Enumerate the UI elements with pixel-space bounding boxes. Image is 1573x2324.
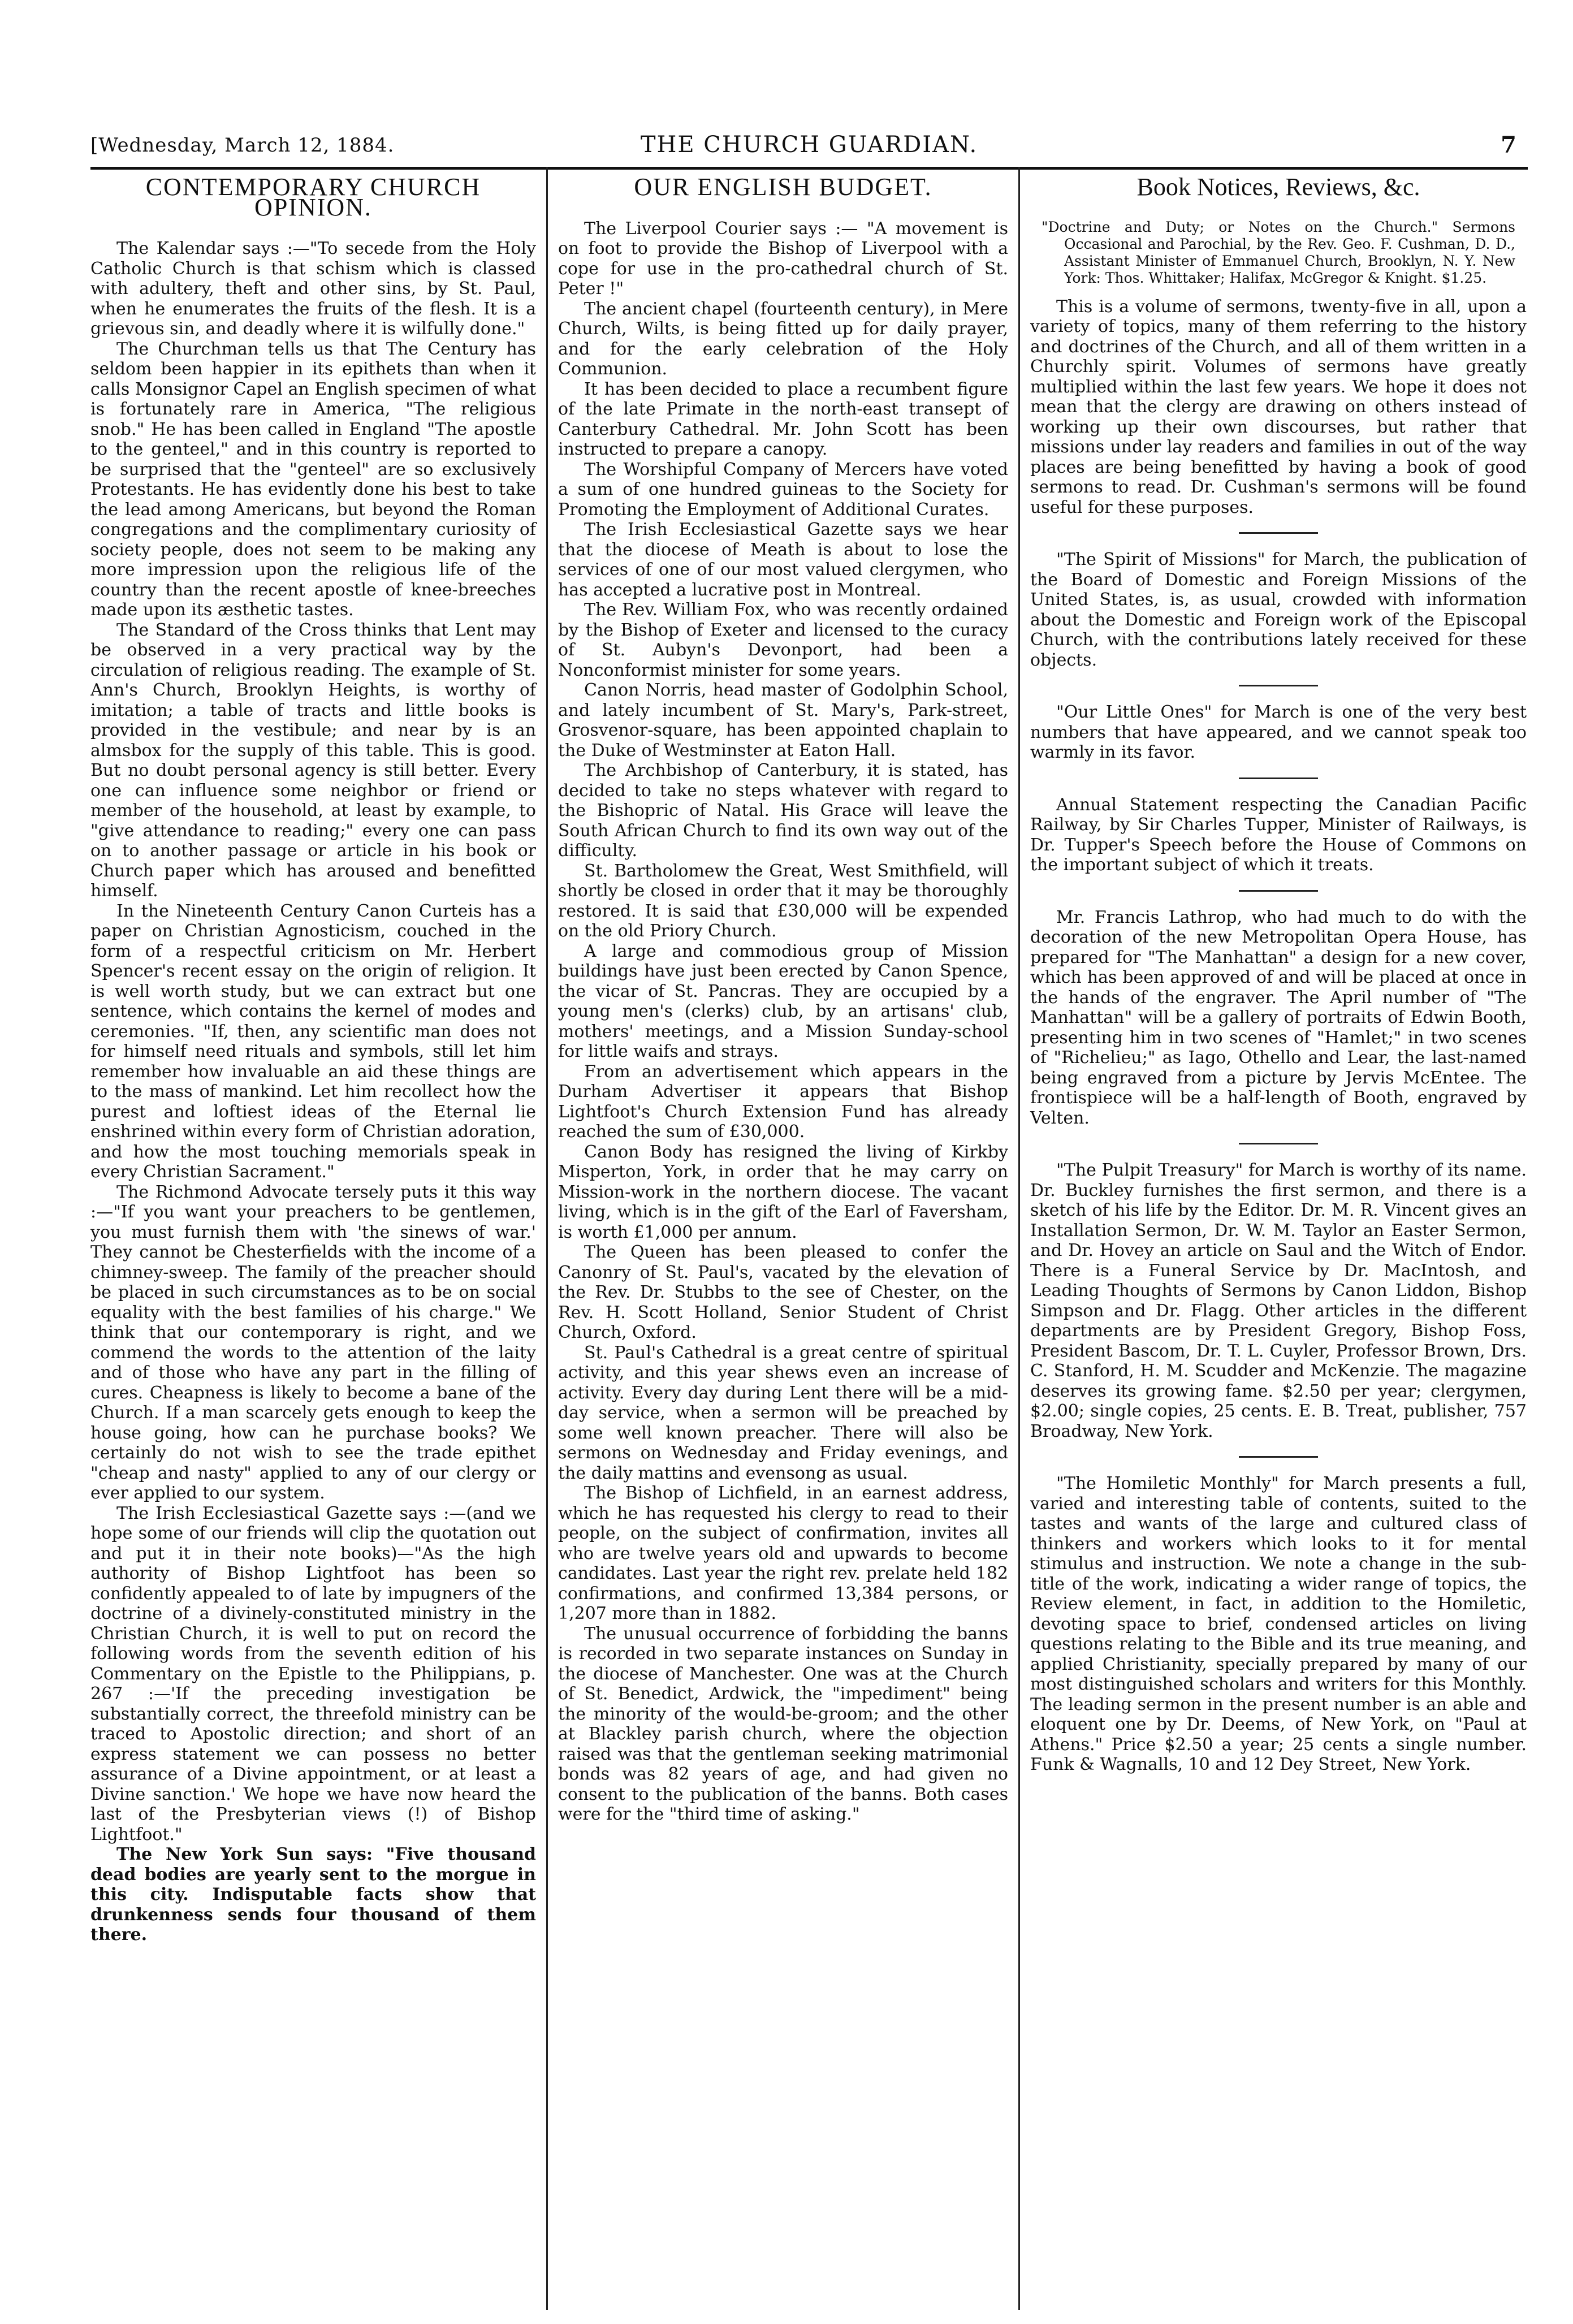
article-paragraph: The New York Sun says: "Five thousand dead bodies are yearly sent to the morgue in this city. Indisputable facts show that drunkenness sends four thousand of them there. [90,1844,536,1945]
article-paragraph: The Irish Ecclesiastical Gazette says :—(and we hope some of our friends will clip the quotation out and put it in their note books)—"As the high authority of Bishop Lightfoot has been so confidently appealed to of late by impugners of the doctrine of a divinely-constituted ministry in the Christian Church, it is well to put on record the following words from the seventh edition of his Commentary on the Epistle to the Philippians, p. 267 :—'If the preceding investigation be substantially correct, the threefold ministry can be traced to Apostolic direction; and short of an express statement we can possess no better assurance of a Divine appointment, or at least a Divine sanction.' We hope we have now heard the last of the Presbyterian views (!) of Bishop Lightfoot." [90,1503,536,1844]
news-item: It has been decided to place a recumbent figure of the late Primate in the north-east transept of Canterbury Cathedral. Mr. John Scott has been instructed to prepare a canopy. [558,379,1008,459]
book-citation: "Doctrine and Duty; or Notes on the Church." Sermons Occasional and Parochial, by the Rev. Geo. F. Cushman, D. D., Assistant Minister of Emmanuel Church, Brooklyn, N. Y. New York: Thos. Whittaker; Halifax, McGregor & Knight. $1.25. [1042,218,1515,286]
news-item: The Worshipful Company of Mercers have voted a sum of one hundred guineas to the Society for Promoting the Employment of Additional Curates. [558,459,1008,520]
news-item: A large and commodious group of Mission buildings have just been erected by Canon Spence, the vicar of St. Pancras. They are occupied by a young men's (clerks) club, by an artisans' club, mothers' meetings, and a Mission Sunday-school for little waifs and strays. [558,941,1008,1061]
article-paragraph: The Richmond Advocate tersely puts it this way :—"If you want your preachers to be gentlemen, you must furnish them with 'the sinews of war.' They cannot be Chesterfields with the income of a chimney-sweep. The family of the preacher should be placed in such circumstances as to be on social equality with the best families of his charge." We think that our contemporary is right, and we commend the words to the attention of the laity and of those who have any part in the filling of cures. Cheapness is likely to become a bane of the Church. If a man scarcely gets enough to keep the house going, how can he purchase books? We certainly do not wish to see the trade epithet "cheap and nasty" applied to any of our clergy or ever applied to our system. [90,1182,536,1503]
news-item: The Liverpool Courier says :— "A movement is on foot to provide the Bishop of Liverpool with a cope for use in the pro-cathedral church of St. Peter !" [558,218,1008,299]
review-paragraph: "Our Little Ones" for March is one of the very best numbers that have appeared, and we cannot speak too warmly in its favor. [1030,702,1527,762]
news-item: Canon Norris, head master of Godolphin School, and lately incumbent of St. Mary's, Park-street, Grosvenor-square, has been appointed chaplain to the Duke of Westminster at Eaton Hall. [558,680,1008,761]
section-separator [1239,1143,1318,1144]
section-separator [1239,890,1318,892]
review-paragraph: Mr. Francis Lathrop, who had much to do with the decoration of the new Metropolitan Opera House, has prepared for "The Manhattan" a design for a new cover, which has been approved of and will be placed at once in the hands of the engraver. The April number of "The Manhattan" will be a gallery of portraits of Edwin Booth, presenting him in two scenes of "Hamlet;" in two scenes of "Richelieu;" as Iago, Othello and Lear, the last-named being engraved from a picture by Jervis McEntee. The frontispiece will be a half-length of Booth, engraved by Velten. [1030,907,1527,1128]
news-item: The unusual occurrence of forbidding the banns is recorded in two separate instances on Sunday in the diocese of Manchester. One was at the Church of St. Benedict, Ardwick, the "impediment" being the minority of the would-be-groom; and the other at Blackley parish church, where the objection raised was that the gentleman seeking matrimonial bonds was 82 years of age, and had given no consent to the publication of the banns. Both cases were for the "third time of asking." [558,1623,1008,1824]
column-our-english-budget [551,172,1015,2316]
review-paragraph: Annual Statement respecting the Canadian Pacific Railway, by Sir Charles Tupper, Minister of Railways, is Dr. Tupper's Speech before the House of Commons on the important subject of which it treats. [1030,794,1527,875]
section-heading: Book Notices, Reviews, &c. [1136,173,1420,201]
column-divider [546,167,548,2310]
news-item: The ancient chapel (fourteenth century), in Mere Church, Wilts, is being fitted up for daily prayer, and for the early celebration of the Holy Communion. [558,299,1008,379]
page-number: 7 [1501,132,1516,158]
article-paragraph: The Churchman tells us that The Century has seldom been happier in its epithets than when it calls Monsignor Capel an English specimen of what is fortunately rare in America, "The religious snob." He has been called in England "The apostle to the genteel," and in this country is reported to be surprised that the "genteel" are so exclusively Protestants. He has evidently done his best to take the lead among Americans, but beyond the Roman congregations and the complimentary curiosity of society people, does not seem to be making any more impression upon the religious life of the country than the recent apostle of knee-breeches made upon its æsthetic tastes. [90,339,536,620]
news-item: The Rev. William Fox, who was recently ordained by the Bishop of Exeter and licensed to the curacy of St. Aubyn's Devonport, had been a Nonconformist minister for some years. [558,600,1008,680]
section-separator [1239,777,1318,779]
news-item: From an advertisement which appears in the Durham Advertiser it appears that Bishop Lightfoot's Church Extension Fund has already reached the sum of £30,000. [558,1061,1008,1142]
section-heading: CONTEMPORARY CHURCH OPINION. [145,173,481,221]
masthead-title: THE CHURCH GUARDIAN. [640,132,978,158]
section-heading: OUR ENGLISH BUDGET. [634,173,932,201]
article-paragraph: The Kalendar says :—"To secede from the Holy Catholic Church is that schism which is classed with adultery, theft and other sins, by St. Paul, when he enumerates the fruits of the flesh. It is a grievous sin, and deadly where it is wilfully done." [90,239,536,339]
column-book-notices [1023,172,1527,2316]
news-item: Canon Body has resigned the living of Kirkby Misperton, York, in order that he may carry on Mission-work in the northern diocese. The vacant living, which is in the gift of the Earl of Faversham, is worth £1,000 per annum. [558,1142,1008,1242]
review-paragraph: "The Spirit of Missions" for March, the publication of the Board of Domestic and Foreign Missions of the United States, is, as usual, crowded with information about the Domestic and Foreign work of the Episcopal Church, with the contributions lately received for these objects. [1030,550,1527,670]
issue-date: [Wednesday, March 12, 1884. [90,134,395,157]
article-paragraph: In the Nineteenth Century Canon Curteis has a paper on Christian Agnosticism, couched in the form of a respectful criticism on Mr. Herbert Spencer's recent essay on the origin of religion. It is well worth study, but we can extract but one sentence, which contains the kernel of modes and ceremonies. "If, then, any scientific man does not for himself need rituals and symbols, still let him remember how invaluable an aid these things are to the mass of mankind. Let him recollect how the purest and loftiest ideas of the Eternal lie enshrined within every form of Christian adoration, and how the most touching memorials speak in every Christian Sacrament." [90,901,536,1182]
news-item: St. Paul's Cathedral is a great centre of spiritual activity, and this year shews even an increase of activity. Every day during Lent there will be a mid-day service, when a sermon will be preached by some well known preacher. There will also be sermons on Wednesday and Friday evenings, and the daily mattins and evensong as usual. [558,1342,1008,1483]
section-separator [1239,685,1318,686]
review-paragraph: "The Homiletic Monthly" for March presents a full, varied and interesting table of contents, suited to the tastes and wants of the large and cultured class of thinkers and workers which looks to it for mental stimulus and instruction. We note a change in the sub-title of the work, indicating a wider range of topics, the Review element, in fact, in addition to the Homiletic, devoting space to brief, condensed articles on living questions relating to the Bible and its true meaning, and applied Christianity, specially prepared by many of our most distinguished scholars and writers for this Monthly. The leading sermon in the present number is an able and eloquent one by Dr. Deems, of New York, on "Paul at Athens." Price $2.50 a year; 25 cents a single number. Funk & Wagnalls, 10 and 12 Dey Street, New York. [1030,1474,1527,1774]
page-header [90,127,1528,170]
section-separator [1239,532,1318,534]
news-item: St. Bartholomew the Great, West Smithfield, will shortly be closed in order that it may be thoroughly restored. It is said that £30,000 will be expended on the old Priory Church. [558,861,1008,941]
review-paragraph: "The Pulpit Treasury" for March is worthy of its name. Dr. Buckley furnishes the first sermon, and there is a sketch of his life by the Editor. Dr. M. R. Vincent gives an Installation Sermon, Dr. W. M. Taylor an Easter Sermon, and Dr. Hovey an article on Saul and the Witch of Endor. There is a Funeral Service by Dr. MacIntosh, and Leading Thoughts of Sermons by Canon Liddon, Bishop Simpson and Dr. Flagg. Other articles in the different departments are by President Gregory, Bishop Foss, President Bascom, Dr. T. L. Cuyler, Professor Brown, Drs. C. Stanford, H. M. Scudder and McKenzie. The magazine deserves its growing fame. $2.50 per year; clergymen, $2.00; single copies, 25 cents. E. B. Treat, publisher, 757 Broadway, New York. [1030,1160,1527,1441]
news-item: The Irish Ecclesiastical Gazette says we hear that the diocese of Meath is about to lose the services of one of our most valued clergymen, who has accepted a lucrative post in Montreal. [558,520,1008,600]
article-paragraph: The Standard of the Cross thinks that Lent may be observed in a very practical way by the circulation of religious reading. The example of St. Ann's Church, Brooklyn Heights, is worthy of imitation; a table of tracts and little books is provided in the vestibule; and near by is an almsbox for the supply of this table. This is good. But no doubt personal agency is still better. Every one can influence some neighbor or friend or member of the household, at least by example, to "give attendance to reading;" every one can pass on to another passage or article in his book or Church paper which has aroused and benefitted himself. [90,620,536,901]
news-item: The Bishop of Lichfield, in an earnest address, which he has requested his clergy to read to their people, on the subject of confirmation, invites all who are twelve years old and upwards to become candidates. Last year the right rev. prelate held 182 confirmations, and confirmed 13,384 persons, or 1,207 more than in 1882. [558,1483,1008,1623]
news-item: The Queen has been pleased to confer the Canonry of St. Paul's, vacated by the elevation of the Rev. Dr. Stubbs to the see of Chester, on the Rev. H. Scott Holland, Senior Student of Christ Church, Oxford. [558,1242,1008,1342]
section-separator [1239,1456,1318,1458]
column-contemporary-church-opinion [90,172,543,2316]
news-item: The Archbishop of Canterbury, it is stated, has decided to take no steps whatever with regard to the Bishopric of Natal. His Grace will leave the South African Church to find its own way out of the difficulty. [558,761,1008,861]
column-divider [1018,167,1020,2310]
review-paragraph: This is a volume of sermons, twenty-five in all, upon a variety of topics, many of them referring to the history and doctrines of the Church, and all of them written in a Churchly spirit. Volumes of sermons have greatly multiplied within the last few years. We hope it does not mean that the clergy are drawing on others instead of working up their own discourses, but rather that missions under lay readers and families in out of the way places are being benefitted by having a book of good sermons to read. Dr. Cushman's sermons will be found useful for these purposes. [1030,296,1527,517]
